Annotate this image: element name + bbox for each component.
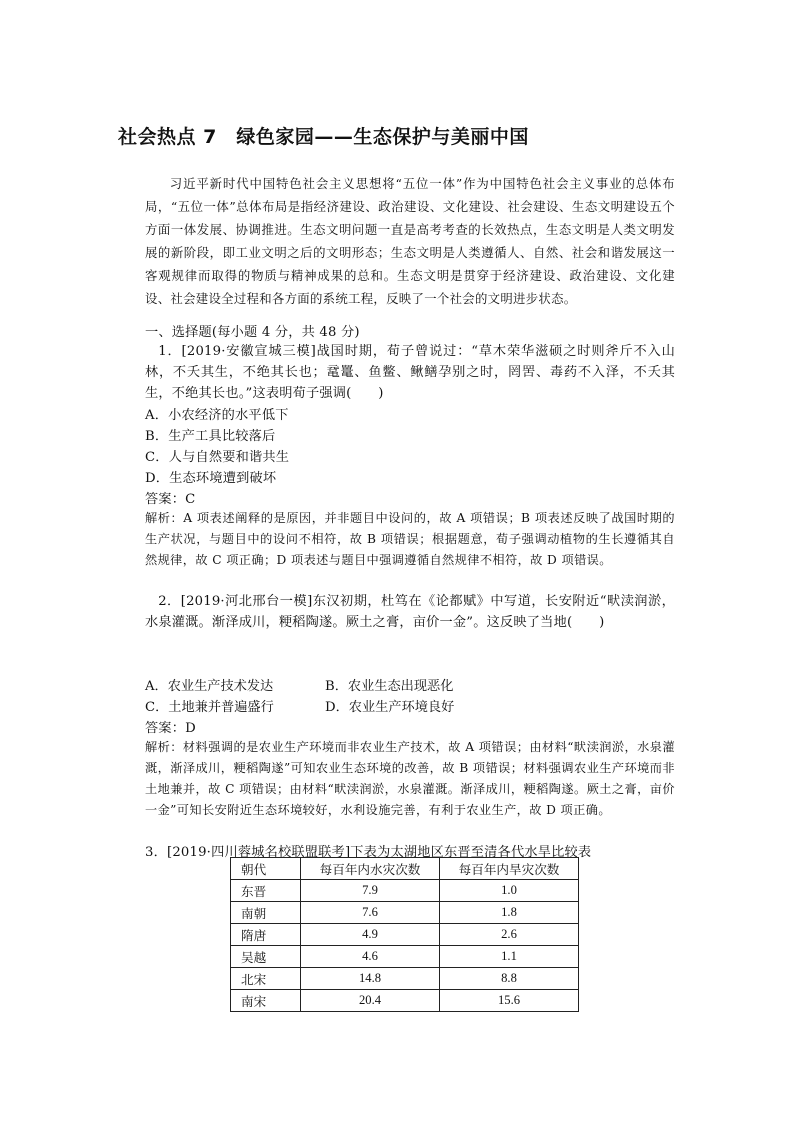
question-1-stem: 1．[2019·安徽宣城三模]战国时期，荀子曾说过：“草木荣华滋硕之时则斧斤不入山林，不夭其生，不绝其长也；鼋鼍、鱼鳖、鳅鳝孕别之时，罔罟、毒药不入泽，不夭其生，不绝其长也。”这表明荀子强调( )	[145, 344, 675, 401]
table-row	[231, 990, 579, 1012]
question-1-option-b: B．生产工具比较落后	[145, 429, 276, 444]
table-cell-droughts: 2.6	[440, 924, 579, 946]
question-1-answer: 答案：C	[145, 492, 196, 507]
question-1-option-c: C．人与自然要和谐共生	[145, 450, 290, 465]
table-row	[231, 880, 579, 902]
table-cell-floods: 7.6	[301, 902, 440, 924]
table-header-row	[231, 858, 579, 880]
table-cell-dynasty: 北宋	[231, 968, 301, 990]
table-cell-droughts: 1.0	[440, 880, 579, 902]
question-2-stem: 2．[2019·河北邢台一模]东汉初期，杜笃在《论都赋》中写道，长安附近“畎渎润淤，水泉灌溉。渐泽成川，粳稻陶遂。厥土之膏，亩价一金”。这反映了当地( )	[145, 594, 675, 630]
table-header-dynasty: 朝代	[231, 858, 301, 880]
page-title: 社会热点 7 绿色家园——生态保护与美丽中国	[118, 126, 529, 148]
table-cell-floods: 7.9	[301, 880, 440, 902]
table-cell-floods: 4.6	[301, 946, 440, 968]
table-cell-dynasty: 东晋	[231, 880, 301, 902]
table-cell-dynasty: 隋唐	[231, 924, 301, 946]
table-header-droughts: 每百年内旱灾次数	[440, 858, 579, 880]
question-3-stem: 3．[2019·四川蓉城名校联盟联考]下表为太湖地区东晋至清各代水旱比较表	[145, 845, 592, 860]
question-2-option-a: A．农业生产技术发达	[145, 679, 274, 694]
table-cell-floods: 20.4	[301, 990, 440, 1012]
question-2-option-c: C．土地兼并普遍盛行	[145, 700, 274, 715]
question-1-option-d: D．生态环境遭到破坏	[145, 471, 277, 486]
table-cell-dynasty: 吴越	[231, 946, 301, 968]
question-2-option-d: D．农业生产环境良好	[325, 700, 455, 715]
intro-paragraph: 习近平新时代中国特色社会主义思想将“五位一体”作为中国特色社会主义事业的总体布局，“五位一体”总体布局是指经济建设、政治建设、文化建设、社会建设、生态文明建设五个方面一体发展、协调推进。生态文明问题一直是高考考查的长效热点，生态文明是人类文明发展的新阶段，即工业文明之后的文明形态；生态文明是人类遵循人、自然、社会和谐发展这一客观规律而取得的物质与精神成果的总和。生态文明是贯穿于经济建设、政治建设、文化建设、社会建设全过程和各方面的系统工程，反映了一个社会的文明进步状态。	[145, 176, 675, 306]
table-cell-dynasty: 南宋	[231, 990, 301, 1012]
table-cell-droughts: 8.8	[440, 968, 579, 990]
table-row	[231, 968, 579, 990]
question-2-analysis: 解析：材料强调的是农业生产环境而非农业生产技术，故 A 项错误；由材料“畎渎润淤，水泉灌溉，渐泽成川，粳稻陶遂”可知农业生态环境的改善，故 B 项错误；材料强调农业生产环境而非土地兼并，故 C 项错误；由材料“畎渎润淤，水泉灌溉。渐泽成川，粳稻陶遂。厥土之膏，亩价一金”可知长安附近生态环境较好，水利设施完善，有利于农业生产，故 D 项正确。	[145, 740, 675, 817]
table-cell-dynasty: 南朝	[231, 902, 301, 924]
question-2-answer: 答案：D	[145, 721, 196, 736]
table-row	[231, 924, 579, 946]
table-cell-floods: 14.8	[301, 968, 440, 990]
table-row	[231, 902, 579, 924]
question-2-option-b: B．农业生态出现恶化	[325, 679, 454, 694]
table-cell-droughts: 1.8	[440, 902, 579, 924]
table-row	[231, 946, 579, 968]
flood-drought-table	[230, 857, 579, 1012]
table-cell-droughts: 15.6	[440, 990, 579, 1012]
section-heading: 一、选择题(每小题 4 分，共 48 分)	[145, 325, 360, 340]
table-cell-droughts: 1.1	[440, 946, 579, 968]
table-cell-floods: 4.9	[301, 924, 440, 946]
question-1-option-a: A．小农经济的水平低下	[145, 408, 289, 423]
question-1-analysis: 解析：A 项表述阐释的是原因，并非题目中设问的，故 A 项错误；B 项表述反映了战国时期的生产状况，与题目中的设问不相符，故 B 项错误；根据题意，荀子强调动植物的生长遵循其自然规律，故 C 项正确；D 项表述与题目中强调遵循自然规律不相符，故 D 项错误。	[145, 511, 675, 567]
table-header-floods: 每百年内水灾次数	[301, 858, 440, 880]
